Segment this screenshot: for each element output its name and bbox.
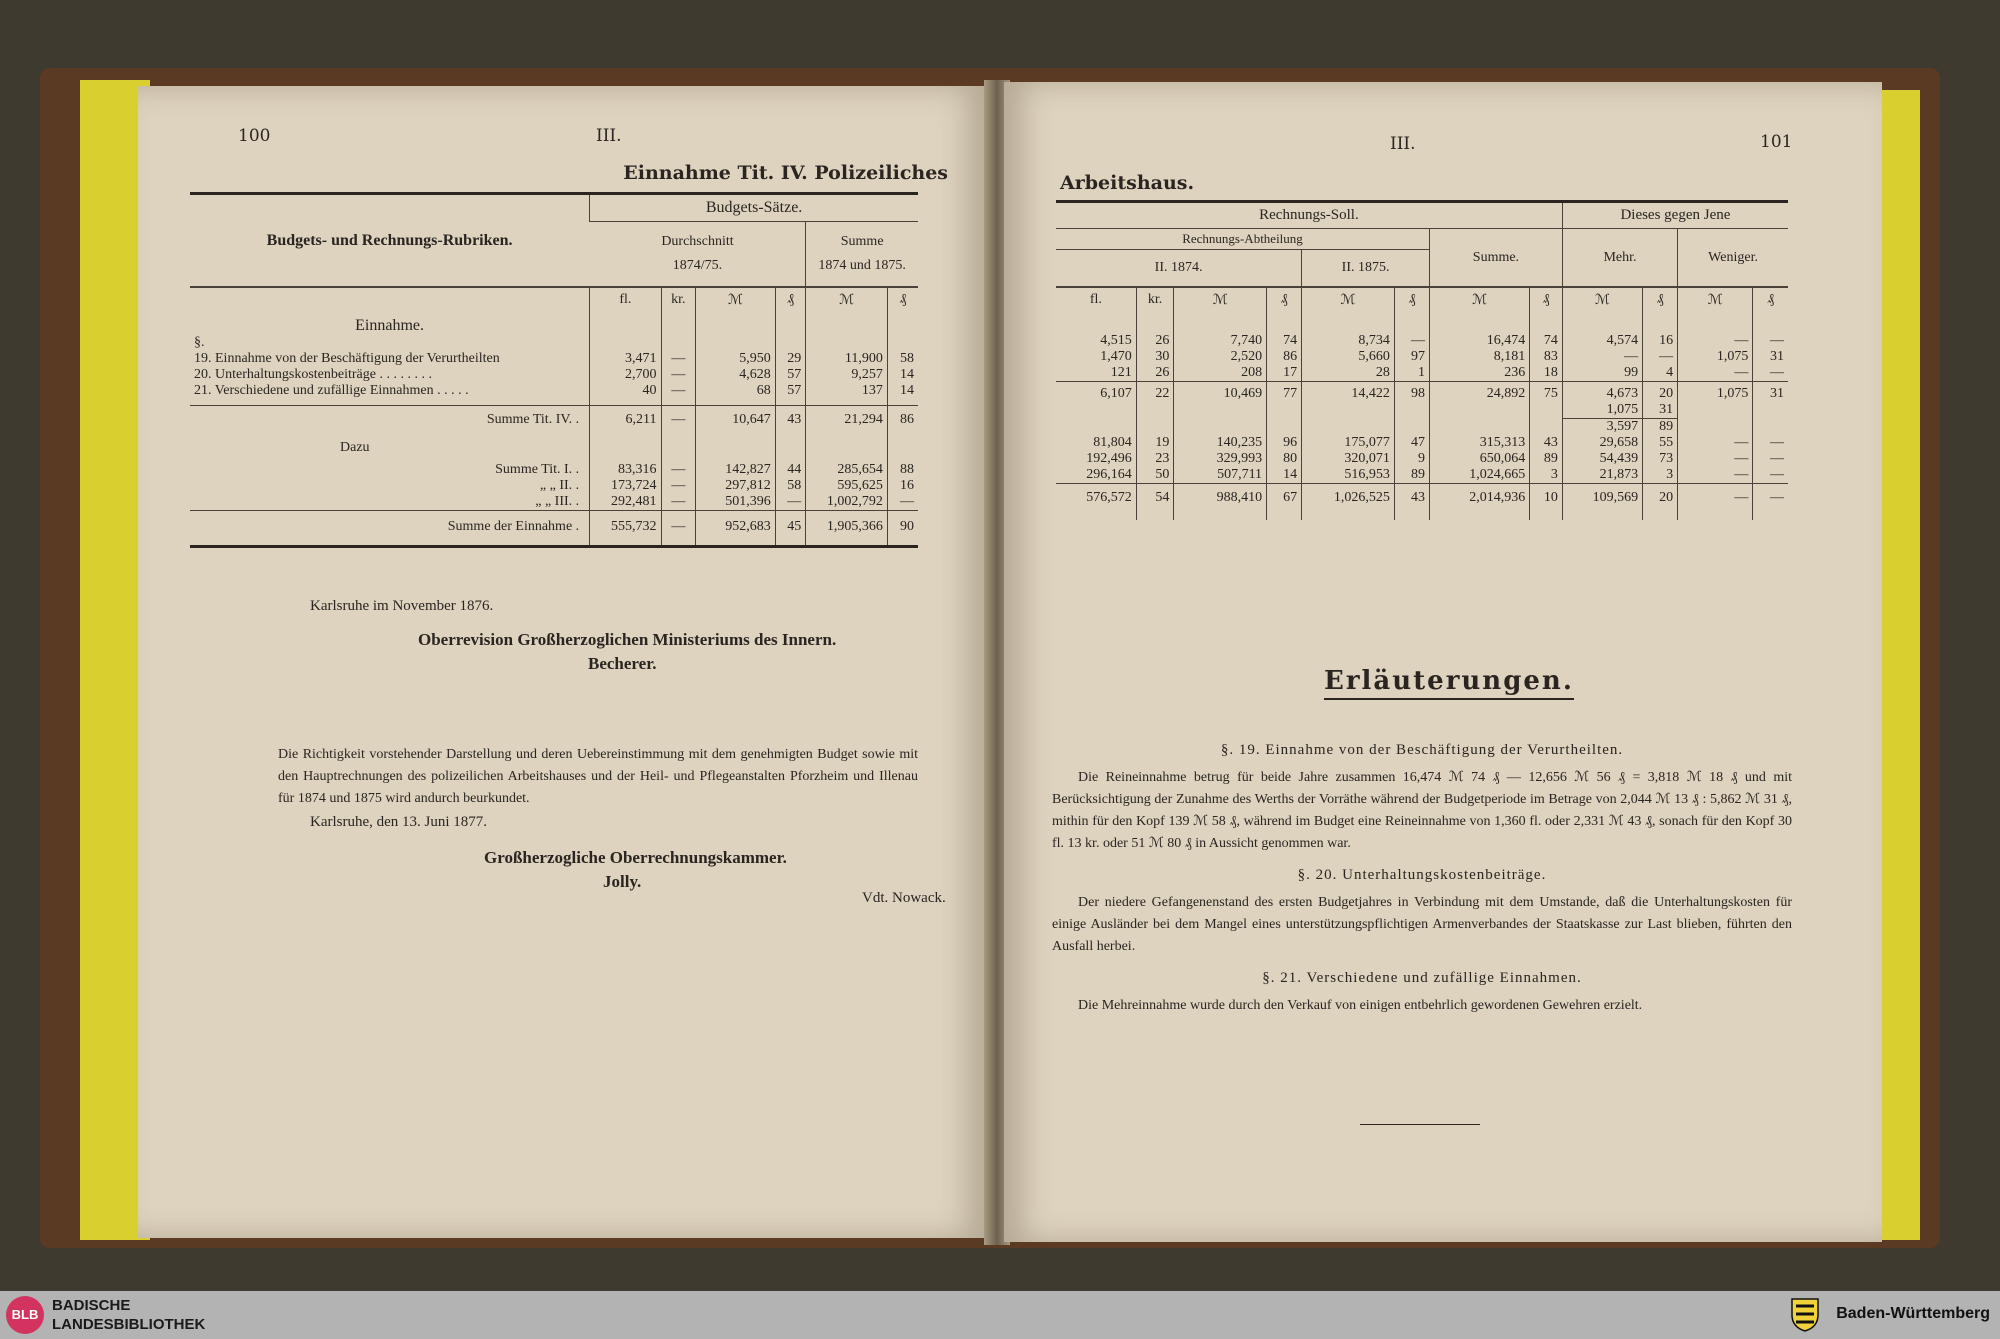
table-row: „ „ II. . 173,724 — 297,812 58 595,625 16 <box>190 478 918 494</box>
unit-mark: ℳ <box>806 287 888 309</box>
header-year-1875: II. 1875. <box>1302 250 1430 288</box>
blb-logo[interactable]: BLB <box>6 1296 44 1334</box>
header-mehr: Mehr. <box>1562 229 1677 288</box>
header-budget: Budgets-Sätze. <box>590 194 918 222</box>
table-row: 296,164 50 507,711 14 516,953 89 1,024,665 3 21,873 3 — — <box>1056 467 1788 484</box>
s20-title: §. 20. Unterhaltungskostenbeiträge. <box>1297 867 1547 883</box>
table-row: 192,496 23 329,993 80 320,071 9 650,064 89 54,439 73 — — <box>1056 451 1788 467</box>
header-compare: Dieses gegen Jene <box>1562 202 1788 229</box>
page-number: 101 <box>1760 132 1793 152</box>
certification-text: Die Richtigkeit vorstehender Darstellung und deren Uebereinstimmung mit dem genehmigten Budget sowie mit den Hauptrechnungen des polizeilichen Arbeitshauses und der Heil- und Pflegeanstalten Pforzheim und Illenau für 1874 und 1875 wird andurch beurkundet. <box>278 747 918 806</box>
running-title: Einnahme Tit. IV. Polizeiliches <box>623 162 948 184</box>
authority-2: Großherzogliche Oberrechnungskammer. <box>484 848 787 867</box>
summe-total-row: Summe der Einnahme . 555,732 — 952,683 45 1,905,366 90 <box>190 511 918 547</box>
header-year-1874: II. 1874. <box>1056 250 1302 288</box>
notes-body <box>1052 742 1792 1017</box>
page-number: 100 <box>238 126 271 146</box>
header-avg: Durchschnitt <box>661 234 734 249</box>
header-summe: Summe. <box>1430 229 1563 288</box>
library-name[interactable]: BADISCHE LANDESBIBLIOTHEK <box>52 1297 206 1333</box>
certification-block <box>278 744 918 810</box>
place-date: Karlsruhe im November 1876. <box>310 598 494 614</box>
state-name[interactable]: Baden-Württemberg <box>1836 1305 1990 1322</box>
table-row: 21. Verschiedene und zufällige Einnahmen . . . . . 40 — 68 57 137 14 <box>190 383 918 399</box>
dazu-label: Dazu <box>340 440 370 455</box>
signer-2: Jolly. <box>603 872 642 891</box>
total-row: 576,572 54 988,410 67 1,026,525 43 2,014,936 10 109,569 20 — — <box>1056 484 1788 521</box>
unit-mark: ℳ <box>696 287 776 309</box>
header-rubric: Budgets- und Rechnungs-Rubriken. <box>190 194 590 288</box>
left-page <box>138 86 988 1238</box>
s19-title: §. 19. Einnahme von der Beschäftigung der Verurtheilten. <box>1220 742 1624 758</box>
summe-tit4-row: Summe Tit. IV. . 6,211 — 10,647 43 21,294 86 <box>190 406 918 435</box>
header-avg-years: 1874/75. <box>672 258 723 273</box>
s21-text: Die Mehreinnahme wurde durch den Verkauf von einigen entbehrlich gewordenen Gewehren erzielt. <box>1078 998 1643 1013</box>
paragraph-sign: §. <box>194 335 205 350</box>
accounts-table: Rechnungs-Soll. Dieses gegen Jene Rechnungs-Abtheilung Summe. Mehr. Weniger. II. 1874. II. 1875. fl. kr. ℳ ₰ ℳ ₰ ℳ ₰ ℳ ₰ ℳ ₰ 4,515 26 7,740 74 8,734 — 16,474 74 4,574 16 — — 1,470 30 2,520 86 5,660 97 8,181 83 — — 1,075 31 121 26 208 17 28 1 236 18 99 4 — — 6,107 22 10,469 77 14,422 98 24,892 75 4,673 20 1,075 31 1,075 31 3,597 89 81,804 19 140,235 96 175,077 47 315,313 43 29,658 55 — — 192,496 23 329,993 80 320,071 9 650,064 89 54,439 73 — — 296,164 50 507,711 14 516,953 89 1,024,665 3 21,873 3 — — 576,572 54 988,410 67 1,026,525 43 2,014,936 10 109,569 20 — — <box>1056 200 1788 520</box>
table-row: 20. Unterhaltungskostenbeiträge . . . . . . . . 2,700 — 4,628 57 9,257 14 <box>190 367 918 383</box>
s21-title: §. 21. Verschiedene und zufällige Einnahmen. <box>1262 970 1582 986</box>
place-date-2: Karlsruhe, den 13. Juni 1877. <box>310 814 488 830</box>
section-number: III. <box>1390 134 1416 154</box>
unit-fl: fl. <box>590 287 661 309</box>
table-row: 4,515 26 7,740 74 8,734 — 16,474 74 4,574 16 — — <box>1056 333 1788 349</box>
signer: Becherer. <box>588 654 657 673</box>
closing-rule <box>1360 1124 1480 1125</box>
running-title: Arbeitshaus. <box>1060 172 1195 194</box>
unit-pfennig: ₰ <box>887 287 918 309</box>
notes-title: Erläuterungen. <box>1324 666 1574 700</box>
header-weniger: Weniger. <box>1678 229 1788 288</box>
unit-pfennig: ₰ <box>775 287 806 309</box>
table-row: Summe Tit. I. . 83,316 — 142,827 44 285,654 88 <box>190 456 918 478</box>
unit-kr: kr. <box>661 287 696 309</box>
header-abtheilung: Rechnungs-Abtheilung <box>1056 229 1430 250</box>
table-row: 1,470 30 2,520 86 5,660 97 8,181 83 — — 1,075 31 <box>1056 349 1788 365</box>
header-soll: Rechnungs-Soll. <box>1056 202 1562 229</box>
table-row: 81,804 19 140,235 96 175,077 47 315,313 43 29,658 55 — — <box>1056 435 1788 451</box>
table-row: 1,075 31 <box>1056 402 1788 419</box>
header-sum-years: 1874 und 1875. <box>818 258 906 273</box>
table-row: 19. Einnahme von der Beschäftigung der Verurtheilten 3,471 — 5,950 29 11,900 58 <box>190 351 918 367</box>
vdt-signature: Vdt. Nowack. <box>862 890 946 906</box>
budget-table <box>190 192 918 548</box>
table-row: 3,597 89 <box>1056 419 1788 436</box>
viewer-footer <box>0 1291 2000 1339</box>
authority: Oberrevision Großherzoglichen Ministeriums des Innern. <box>418 630 837 649</box>
einnahme-label: Einnahme. <box>355 317 425 334</box>
table-row: „ „ III. . 292,481 — 501,396 — 1,002,792 — <box>190 494 918 511</box>
right-page <box>1004 82 1882 1242</box>
table-row: 121 26 208 17 28 1 236 18 99 4 — — <box>1056 365 1788 382</box>
header-sum: Summe <box>840 234 884 249</box>
s19-text: Die Reineinnahme betrug für beide Jahre zusammen 16,474 ℳ 74 ₰ — 12,656 ℳ 56 ₰ = 3,818 ℳ 18 ₰ und mit Berücksichtigung der Zunahme des Werths der Vorräthe während der Budgetperiode im Betrage von 2,044 ℳ 13 ₰ : 5,862 ℳ 31 ₰, mithin für den Kopf 139 ℳ 58 ₰, während im Budget eine Reineinnahme von 1,360 fl. oder 2,331 ℳ 43 ₰, sonach für den Kopf 30 fl. 13 kr. oder 51 ℳ 80 ₰ in Aussicht genommen war. <box>1052 770 1792 851</box>
section-number: III. <box>596 126 622 146</box>
summe-row: 6,107 22 10,469 77 14,422 98 24,892 75 4,673 20 1,075 31 <box>1056 382 1788 403</box>
s20-text: Der niedere Gefangenenstand des ersten Budgetjahres in Verbindung mit dem Umstande, daß die Unterhaltungskosten für einige Ausländer bei dem Mangel eines unterstützungspflichtigen Armenverbandes der Staatskasse zur Last blieben, führten den Ausfall herbei. <box>1052 895 1792 954</box>
coat-of-arms-icon <box>1790 1297 1820 1333</box>
